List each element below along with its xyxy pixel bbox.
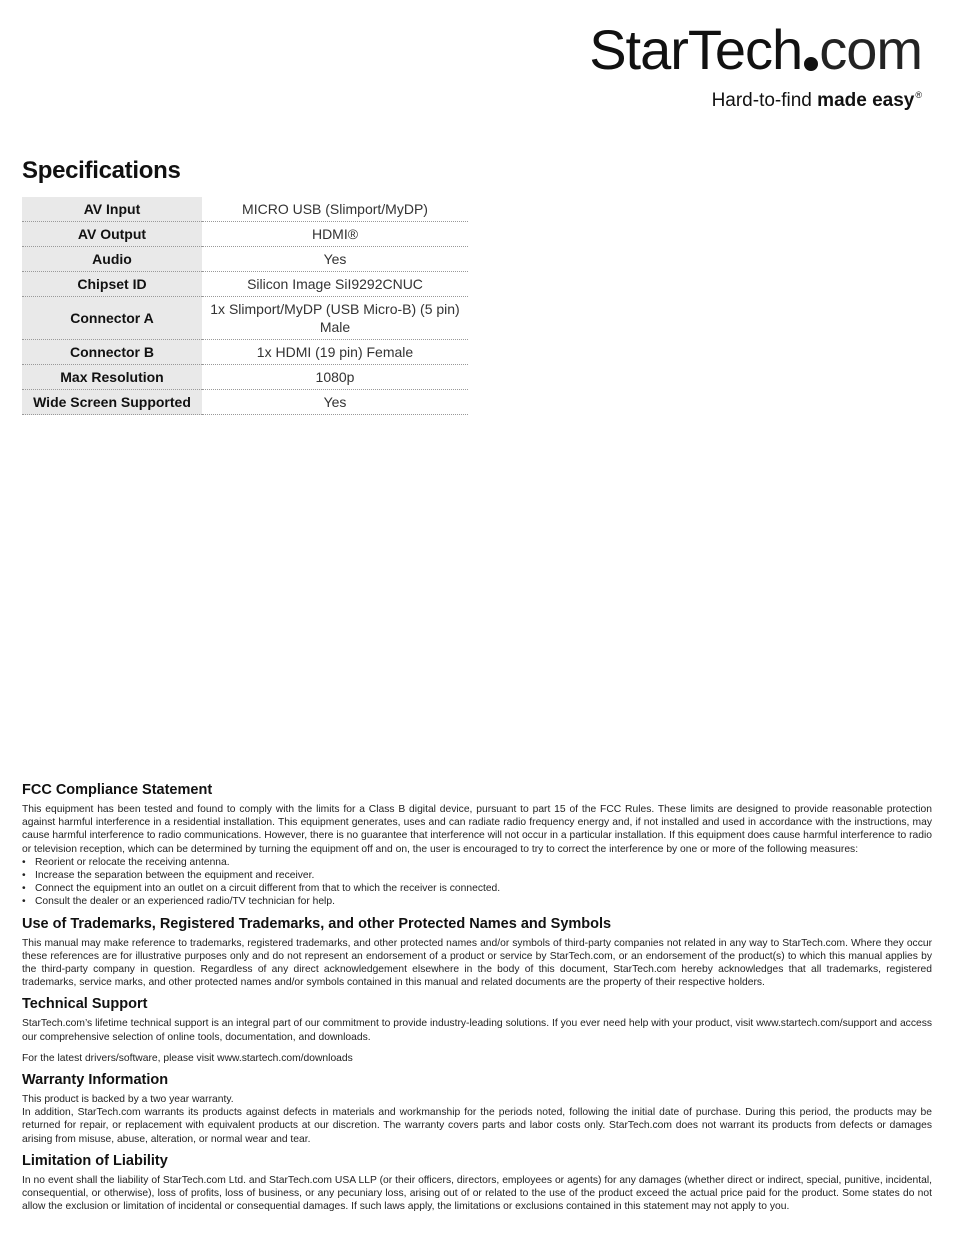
legal-section [22,782,932,1220]
spec-value: Silicon Image SiI9292CNUC [202,272,468,297]
list-item: • Connect the equipment into an outlet on a circuit different from that to which the receiver is connected. [22,882,932,895]
spec-label: Connector A [22,297,202,340]
table-row [22,192,468,222]
fcc-title: FCC Compliance Statement [22,782,213,798]
logo-brand-part2: com [819,18,922,81]
table-row [22,365,468,390]
spec-value: HDMI® [202,222,468,247]
table-row [22,222,468,247]
spec-label: Wide Screen Supported [22,390,202,415]
spec-label: Max Resolution [22,365,202,390]
spec-value: 1x Slimport/MyDP (USB Micro-B) (5 pin) Male [202,297,468,340]
specifications-title: Specifications [22,157,181,184]
logo-wordmark [589,18,922,82]
spec-value: Yes [202,390,468,415]
fcc-body: This equipment has been tested and found to comply with the limits for a Class B digital device, pursuant to part 15 of the FCC Rules. These limits are designed to provide reasonable protection against harmful interference in a residential installation. This equipment generates, uses and can radiate radio frequency energy and, if not installed and used in accordance with the instructions, may cause harmful interference to radio communications. However, there is no guarantee that interference will not occur in a particular installation. If this equipment does cause harmful interference to radio or television reception, which can be determined by turning the equipment off and on, the user is encouraged to try to correct the interference by one or more of the following measures: [22,804,932,855]
logo-tagline [712,90,922,112]
warranty-body: In addition, StarTech.com warrants its products against defects in materials and workmanship for the periods noted, following the initial date of purchase. During this period, the products may be returned for repair, or replacement with equivalent products at our discretion. The warranty covers parts and labor costs only. StarTech.com does not warrant its products from defects or damages arising from misuse, abuse, alteration, or normal wear and tear. [22,1107,932,1145]
fcc-section [22,782,932,909]
support-section [22,996,932,1065]
warranty-section [22,1072,932,1146]
liability-title: Limitation of Liability [22,1152,168,1169]
support-body: StarTech.com’s lifetime technical support is an integral part of our commitment to provide industry-leading solutions. If you ever need help with your product, visit www.startech.com/support and access our comprehensive selection of online tools, documentation, and downloads. [22,1018,932,1043]
spec-value: MICRO USB (Slimport/MyDP) [202,192,468,222]
support-title: Technical Support [22,996,148,1013]
logo-dot-icon [804,57,818,71]
trademarks-body: This manual may make reference to trademarks, registered trademarks, and other protected names and/or symbols of third-party companies not related in any way to StarTech.com. Where they occur these references are for illustrative purposes only and do not represent an endorsement of a product or service by StarTech.com, or an endorsement of the product(s) to which this manual applies by the third-party company in question. Regardless of any direct acknowledgement elsewhere in the body of this document, StarTech.com hereby acknowledges that all trademarks, registered trademarks, service marks, and other protected names and/or symbols contained in this manual and related documents are the property of their respective holders. [22,937,932,989]
fcc-measures-list [22,856,932,909]
list-item: • Increase the separation between the equipment and receiver. [22,869,932,882]
tagline-regular: Hard-to-find [711,90,818,111]
warranty-line1: This product is backed by a two year warranty. [22,1094,234,1106]
list-item: • Consult the dealer or an experienced radio/TV technician for help. [22,895,932,908]
tagline-bold: made easy [817,90,915,111]
spec-value: 1080p [202,365,468,390]
support-downloads: For the latest drivers/software, please visit www.startech.com/downloads [22,1052,353,1064]
liability-body: In no event shall the liability of StarTech.com Ltd. and StarTech.com USA LLP (or their officers, directors, employees or agents) for any damages (whether direct or indirect, special, punitive, incidental, consequential, or otherwise), loss of profits, loss of business, or any pecuniary loss, arising out of or related to the use of the product exceed the actual price paid for the product. Some states do not allow the exclusion or limitation of incidental or consequential damages. If such laws apply, the limitations or exclusions contained in this statement may not apply to you. [22,1174,932,1213]
table-row [22,272,468,297]
trademarks-section [22,916,932,990]
table-row [22,297,468,340]
trademarks-title: Use of Trademarks, Registered Trademarks, and other Protected Names and Symbols [22,915,612,932]
table-row [22,340,468,365]
warranty-title: Warranty Information [22,1072,169,1089]
table-row [22,390,468,415]
spec-label: Connector B [22,340,202,365]
specifications-table [22,186,468,415]
spec-label: AV Output [22,222,202,247]
list-item: • Reorient or relocate the receiving antenna. [22,856,932,869]
spec-value: 1x HDMI (19 pin) Female [202,340,468,365]
spec-value: Yes [202,247,468,272]
table-row [22,247,468,272]
startech-logo [582,18,922,118]
liability-section [22,1153,932,1214]
spec-label: AV Input [22,192,202,222]
logo-brand-part1: StarTech [589,18,803,81]
spec-label: Audio [22,247,202,272]
spec-label: Chipset ID [22,272,202,297]
tagline-registered-mark: ® [915,90,922,100]
